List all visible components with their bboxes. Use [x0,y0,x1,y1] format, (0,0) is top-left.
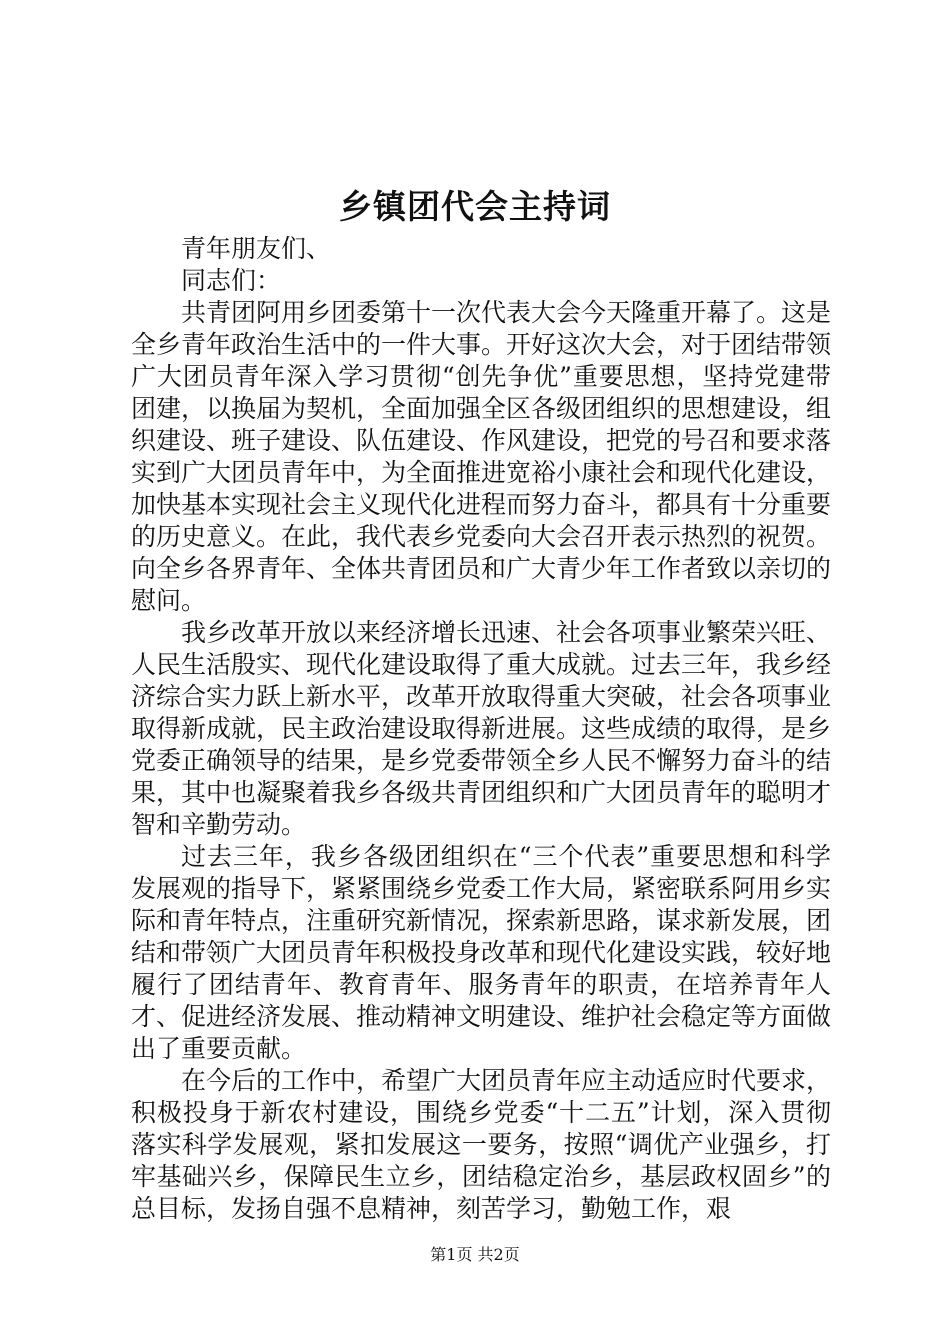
document-title: 乡镇团代会主持词 [339,187,611,226]
body-paragraph: 过去三年，我乡各级团组织在“三个代表”重要思想和科学发展观的指导下，紧紧围绕乡党委工作大局，紧密联系阿用乡实际和青年特点，注重研究新情况，探索新思路，谋求新发展，团结和带领广大团员青年积极投身改革和现代化建设实践，较好地履行了团结青年、教育青年、服务青年的职责，在培养青年人才、促进经济发展、推动精神文明建设、维护社会稳定等方面做出了重要贡献。 [131,842,832,1063]
document-body [131,233,831,1225]
greeting-line: 同志们： [181,266,282,295]
body-paragraph: 在今后的工作中，希望广大团员青年应主动适应时代要求，积极投身于新农村建设，围绕乡党委“十二五”计划，深入贯彻落实科学发展观，紧扣发展这一要务，按照“调优产业强乡，打牢基础兴乡，保障民生立乡，团结稳定治乡，基层政权固乡”的总目标，发扬自强不息精神，刻苦学习，勤勉工作，艰 [131,1066,832,1223]
body-paragraph: 我乡改革开放以来经济增长迅速、社会各项事业繁荣兴旺、人民生活殷实、现代化建设取得了重大成就。过去三年，我乡经济综合实力跃上新水平，改革开放取得重大突破，社会各项事业取得新成就，民主政治建设取得新进展。这些成绩的取得，是乡党委正确领导的结果，是乡党委带领全乡人民不懈努力奋斗的结果，其中也凝聚着我乡各级共青团组织和广大团员青年的聪明才智和辛勤劳动。 [131,618,832,839]
greeting-line: 青年朋友们、 [181,234,332,263]
page-footer: 第1页 共2页 [430,1245,520,1264]
body-paragraph: 共青团阿用乡团委第十一次代表大会今天隆重开幕了。这是全乡青年政治生活中的一件大事。开好这次大会，对于团结带领广大团员青年深入学习贯彻“创先争优”重要思想，坚持党建带团建，以换届为契机，全面加强全区各级团组织的思想建设，组织建设、班子建设、队伍建设、作风建设，把党的号召和要求落实到广大团员青年中，为全面推进宽裕小康社会和现代化建设，加快基本实现社会主义现代化进程而努力奋斗，都具有十分重要的历史意义。在此，我代表乡党委向大会召开表示热烈的祝贺。向全乡各界青年、全体共青团员和广大青少年工作者致以亲切的慰问。 [131,298,832,615]
